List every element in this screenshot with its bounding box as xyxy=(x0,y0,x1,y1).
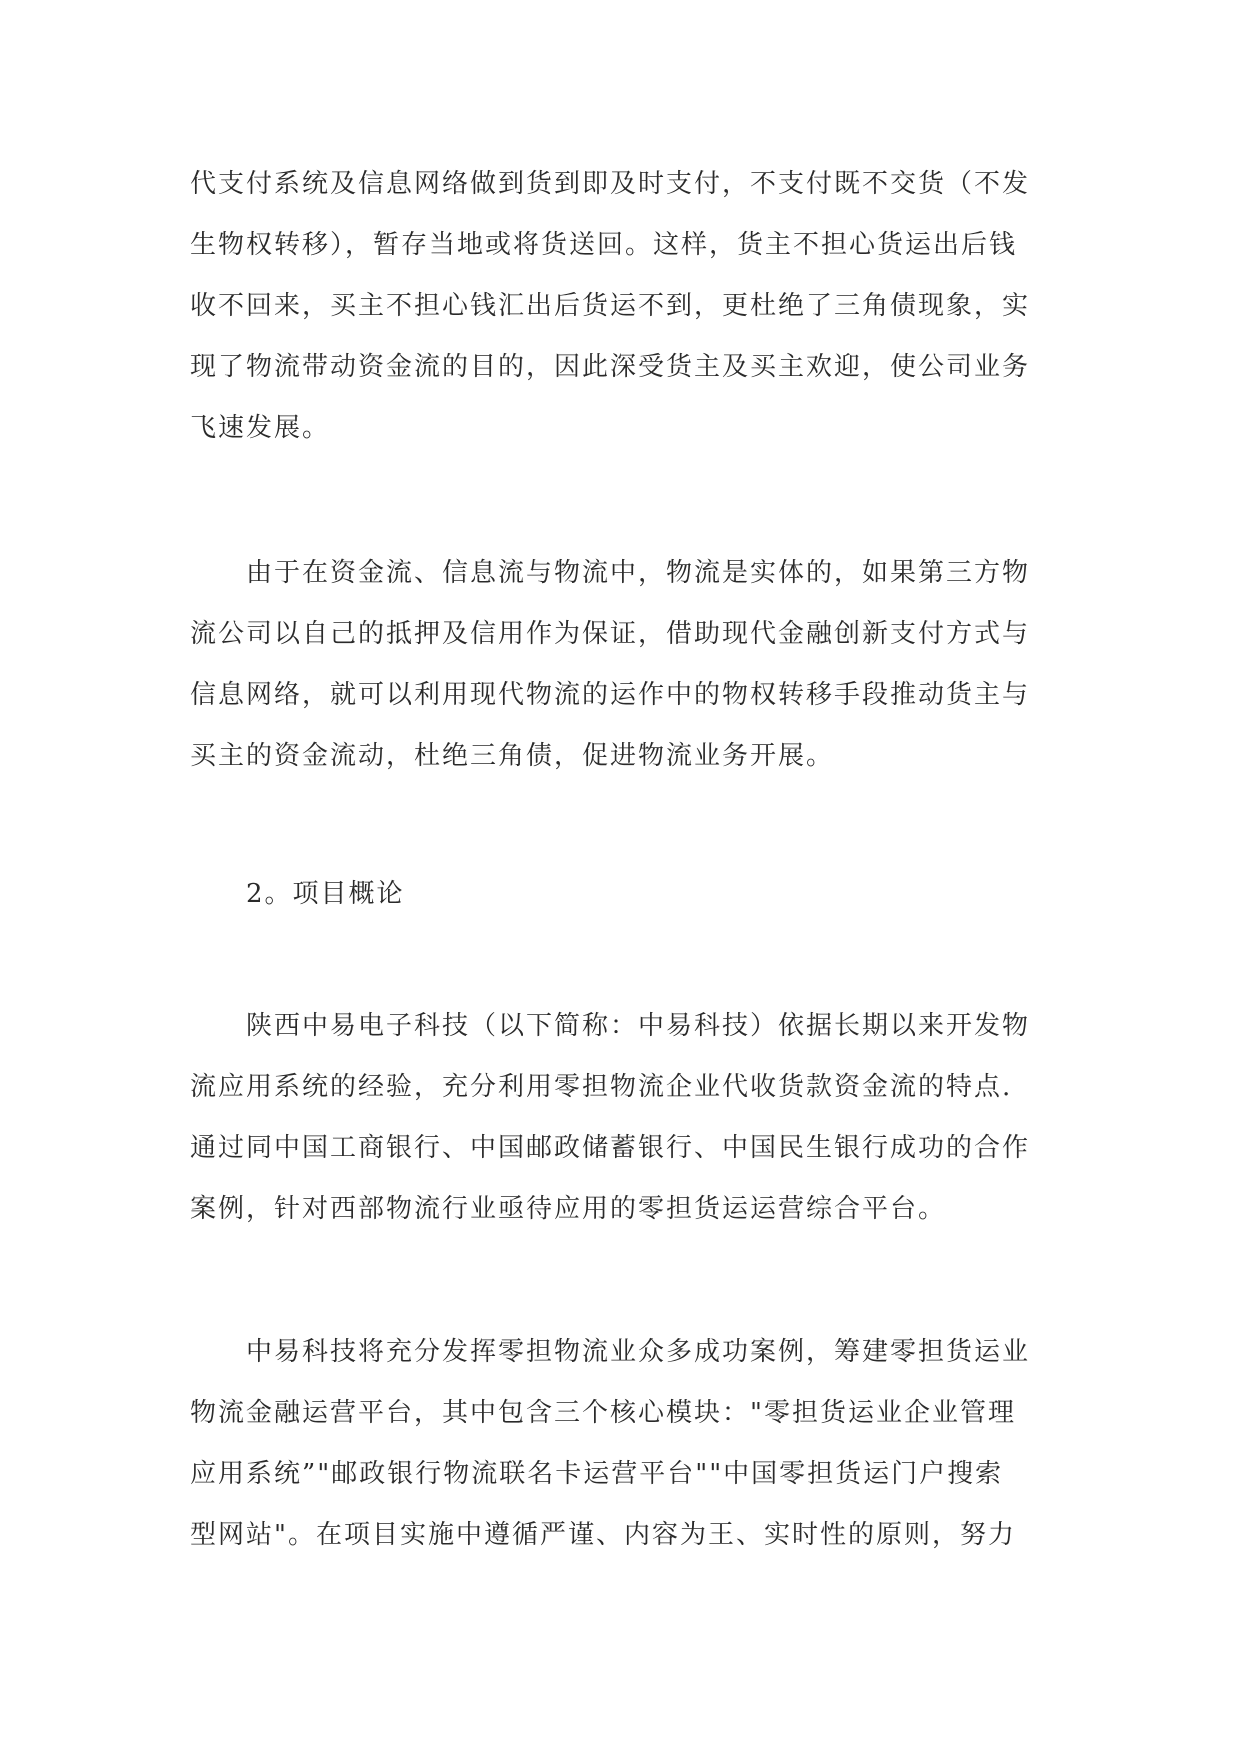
text-line: 通过同中国工商银行、中国邮政储蓄银行、中国民生银行成功的合作 xyxy=(190,1133,1031,1163)
paragraph-company-intro xyxy=(190,996,1050,1240)
text-line: 收不回来，买主不担心钱汇出后货运不到，更杜绝了三角债现象，实 xyxy=(190,291,1031,321)
text-line: 案例，针对西部物流行业亟待应用的零担货运运营综合平台。 xyxy=(190,1194,947,1224)
text-line: 物流金融运营平台，其中包含三个核心模块："零担货运业企业管理 xyxy=(190,1398,1016,1428)
text-line: 中易科技将充分发挥零担物流业众多成功案例，筹建零担货运业 xyxy=(246,1337,1031,1367)
text-line: 应用系统”"邮政银行物流联名卡运营平台""中国零担货运门户搜索 xyxy=(190,1459,1004,1489)
paragraph-payment-system xyxy=(190,154,1050,459)
text-line: 流公司以自己的抵押及信用作为保证，借助现代金融创新支付方式与 xyxy=(190,619,1031,649)
text-line: 信息网络，就可以利用现代物流的运作中的物权转移手段推动货主与 xyxy=(190,680,1031,710)
text-line: 飞速发展。 xyxy=(190,413,331,443)
text-line: 由于在资金流、信息流与物流中，物流是实体的，如果第三方物 xyxy=(246,558,1031,588)
paragraph-platform-modules xyxy=(190,1322,1050,1566)
text-line: 代支付系统及信息网络做到货到即及时支付，不支付既不交货（不发 xyxy=(190,169,1031,199)
text-line: 现了物流带动资金流的目的，因此深受货主及买主欢迎，使公司业务 xyxy=(190,352,1031,382)
paragraph-logistics-entity xyxy=(190,543,1050,787)
text-line: 型网站"。在项目实施中遵循严谨、内容为王、实时性的原则，努力 xyxy=(190,1520,1016,1550)
text-line: 流应用系统的经验，充分利用零担物流企业代收货款资金流的特点. xyxy=(190,1072,1013,1102)
text-line: 陕西中易电子科技（以下简称：中易科技）依据长期以来开发物 xyxy=(246,1011,1031,1041)
section-heading-project-overview xyxy=(190,864,1050,925)
text-line: 买主的资金流动，杜绝三角债，促进物流业务开展。 xyxy=(190,741,835,771)
section-heading: 2。项目概论 xyxy=(246,879,405,909)
text-line: 生物权转移），暂存当地或将货送回。这样，货主不担心货运出后钱 xyxy=(190,230,1018,260)
